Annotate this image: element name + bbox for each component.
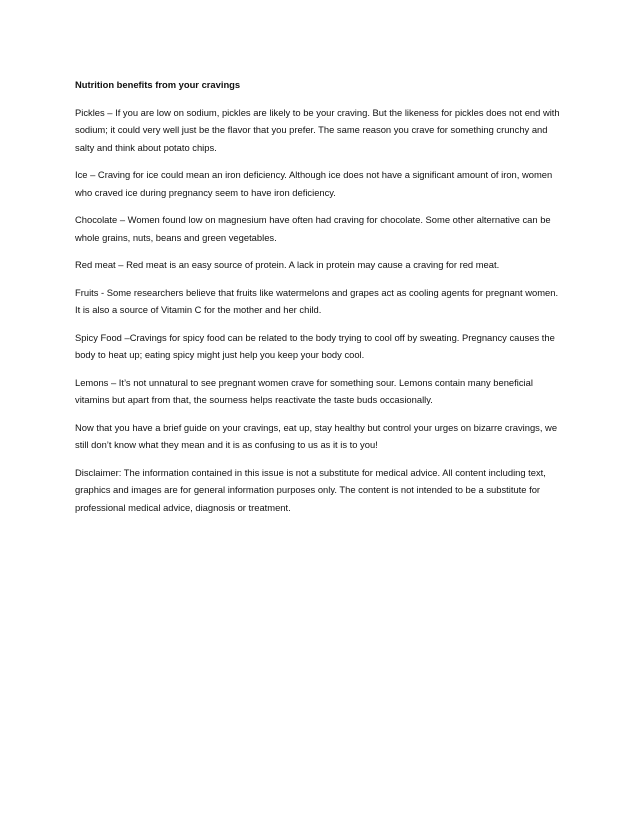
paragraph-fruits: Fruits - Some researchers believe that fruits like watermelons and grapes act as cooling agents for pregnant women. It is also a source of Vitamin C for the mother and her child.: [75, 286, 559, 315]
paragraph-pickles: Pickles – If you are low on sodium, pickles are likely to be your craving. But the likeness for pickles does not end with sodium; it could very well just be the flavor that you prefer. The same reason you crave for something crunchy and salty and think about potato chips.: [75, 106, 560, 153]
paragraph-chocolate: Chocolate – Women found low on magnesium have often had craving for chocolate. Some other alternative can be whole grains, nuts, beans and green vegetables.: [75, 214, 551, 243]
paragraph-disclaimer: Disclaimer: The information contained in this issue is not a substitute for medical advice. All content including text, graphics and images are for general information purposes only. The content is not intended to be a substitute for professional medical advice, diagnosis or treatment.: [75, 466, 546, 513]
paragraph-red-meat: Red meat – Red meat is an easy source of protein. A lack in protein may cause a craving for red meat.: [75, 259, 500, 270]
document-page: [75, 76, 565, 526]
paragraph-ice: Ice – Craving for ice could mean an iron deficiency. Although ice does not have a significant amount of iron, women who craved ice during pregnancy seem to have iron deficiency.: [75, 169, 553, 198]
paragraph-summary: Now that you have a brief guide on your cravings, eat up, stay healthy but control your urges on bizarre cravings, we still don’t know what they mean and it is as confusing to us as it is to you!: [75, 421, 558, 450]
document-title: Nutrition benefits from your cravings: [75, 79, 241, 90]
paragraph-spicy-food: Spicy Food –Cravings for spicy food can be related to the body trying to cool off by sweating. Pregnancy causes the body to heat up; eating spicy might just help you keep your body cool.: [75, 331, 555, 360]
paragraph-lemons: Lemons – It’s not unnatural to see pregnant women crave for something sour. Lemons contain many beneficial vitamins but apart from that, the sourness helps reactivate the taste buds occasionally.: [75, 376, 533, 405]
